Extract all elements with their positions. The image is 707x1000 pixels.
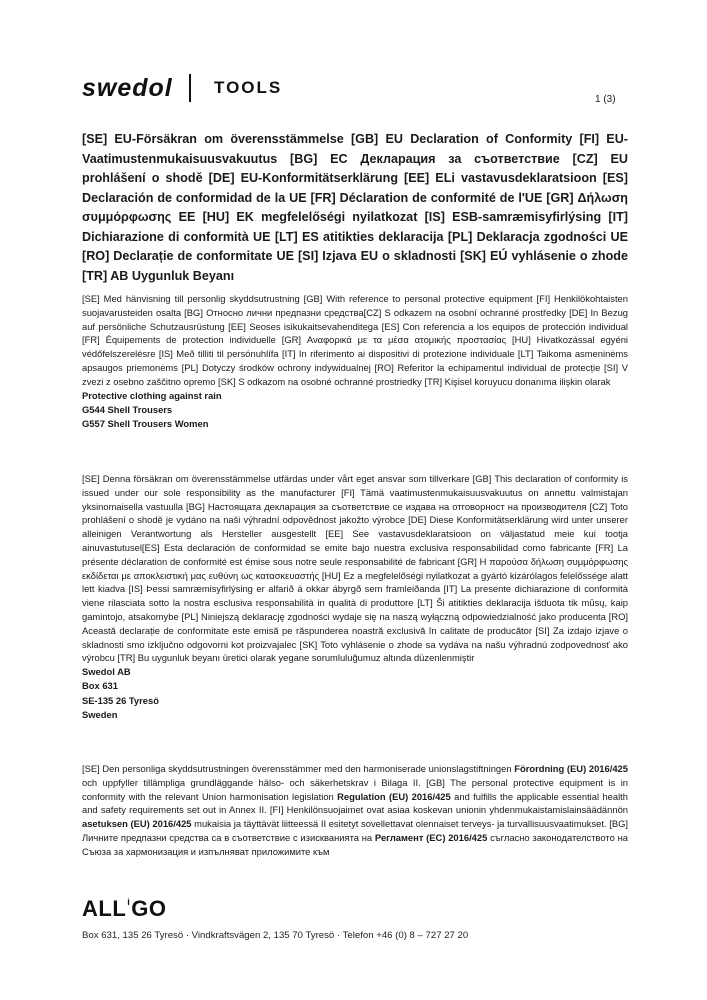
regulation-reference: Регламент (ЕС) 2016/425 bbox=[374, 831, 488, 843]
regulation-reference: Regulation (EU) 2016/425 bbox=[337, 790, 451, 802]
header-divider bbox=[189, 74, 191, 102]
manufacturer-address-line: SE-135 26 Tyresö bbox=[82, 694, 159, 706]
header-section-name: TOOLS bbox=[214, 78, 283, 97]
product-category: Protective clothing against rain bbox=[82, 389, 222, 401]
regulation-reference: Förordning (EU) 2016/425 bbox=[514, 763, 628, 774]
manufacturer-country: Sweden bbox=[82, 708, 118, 720]
product-item: G544 Shell Trousers bbox=[82, 403, 173, 415]
manufacturer-address-line: Box 631 bbox=[82, 680, 118, 692]
conformity-text: съгласно законодателството на Съюза за хармонизация и изпълняват приложимите към bbox=[82, 831, 628, 857]
conformity-text: mukaisia ja täyttävät liitteessä II esitetyt sovellettavat olennaiset terveys- ja turvallisuusvaatimukset. [BG] Личните предпазни средства са в съответствие с изискванията на bbox=[82, 818, 628, 843]
swedol-logo: swedol bbox=[82, 74, 173, 102]
conformity-text: [SE] Den personliga skyddsutrustningen överensstämmer med den harmoniserade unionslagstiftningen bbox=[82, 763, 515, 774]
ppe-reference-text: [SE] Med hänvisning till personlig skyddsutrustning [GB] With reference to personal protective equipment [FI] Henkilökohtaisten suojavarusteiden osalta [BG] Относно лични предпазни средства[CZ] S odkazem na osobní ochranné prostředky [DE] In Bezug auf persönliche Schutzausrüstung [EE] Seoses isikukaitsevahenditega [ES] Con referencia a los equipos de protección individual [FR] Équipements de protection individuelle [GR] Αναφορικά με τα μέσα ατομικής προστασίας [HU] Hivatkozással egyéni védőfelszerelésre [IS] Með tilliti til persónuhlífa [IT] In riferimento ai dispositivi di protezione individuale [LT] Taikoma asmeninėms apsaugos priemonėms [PL] Dotyczy środków ochrony indywidualnej [RO] Referitor la echipamentul individual de protecție [SI] V zvezi z osebno zaščitno opremo [SK] S odkazom na osobné ochranné prostriedky [TR] Kişisel koruyucu donanıma ilişkin olarak bbox=[82, 293, 628, 387]
alligo-logo: ALL$^i$GO bbox=[82, 896, 167, 921]
conformity-text: and fulfills the applicable essential health and safety requirements set out in Annex II. [FI] Henkilönsuojaimet ovat asiaa koskevan unionin yhdenmukaistamislainsäädännön bbox=[82, 790, 629, 816]
page-number: 1 (3) bbox=[595, 94, 616, 105]
manufacturer-name: Swedol AB bbox=[82, 666, 131, 678]
section-ppe-reference bbox=[82, 292, 628, 431]
responsibility-text: [SE] Denna försäkran om överensstämmelse utfärdas under vårt eget ansvar som tillverkare [GB] This declaration of conformity is issued under our sole responsibility as the manufacturer [FI] Tämä vaatimustenmukaisuusvakuutus on annettu valmistajan yksinomaisella vastuulla [BG] Настоящата декларация за съответствие се издава на отговорност на производителя [CZ] Toto prohlášení o shodě je vydáno na naši výhradní odpovědnost jakožto výrobce [DE] Diese Konformitätserklärung wird unter unserer alleinigen Verantwortung als Hersteller ausgestellt [EE] See vastavusdeklaratsioon on väljastatud meie kui tootja ainuvastutusel[ES] Esta declaración de conformidad se emite bajo nuestra exclusiva responsabilidad como fabricante [FR] La présente déclaration de conformité est émise sous notre seule responsabilité de fabricant [GR] Η παρούσα δήλωση συμμόρφωσης εκδίδεται με αποκλειστική μας ευθύνη ως κατασκευαστής [HU] Ez a megfelelőségi nyilatkozat a gyártó kizárólagos felelőssége alatt lett kiadva [IS] Þessi samræmisyfirlýsing er alfarið á okkar ábyrgð sem framleiðanda [IT] La presente dichiarazione di conformità viene rilasciata sotto la nostra esclusiva responsabilità in qualità di produttore [LT] Ši atitikties deklaracija išduota tik mūsų, kaip gamintojo, atsakomybe [PL] Niniejszą deklarację zgodności wydaje się na naszą wyłączną odpowiedzialność jako producenta [RO] Această declarație de conformitate este emisă pe răspunderea noastră exclusivă în calitate de producător [SI] Za izdajo izjave o skladnosti smo izključno odgovorni kot proizvajalec [SK] Toto vyhlásenie o zhode sa vydáva na našu výhradnú zodpovednosť ako výrobcu [TR] Bu uygunluk beyanı üretici olarak yegane sorumluluğumuz altında düzenlenmiştir bbox=[82, 473, 628, 664]
regulation-reference: asetuksen (EU) 2016/425 bbox=[82, 818, 192, 830]
conformity-text: och uppfyller tillämpliga grundläggande hälso- och säkerhetskrav i Bilaga II. [GB] The personal protective equipment is in conformity with the relevant Union harmonisation legislation bbox=[82, 776, 628, 802]
footer-address: Box 631, 135 26 Tyresö · Vindkraftsvägen 2, 135 70 Tyresö · Telefon +46 (0) 8 – 727 27 20 bbox=[82, 930, 469, 941]
product-item: G557 Shell Trousers Women bbox=[82, 417, 209, 429]
document-title: [SE] EU-Försäkran om överensstämmelse [GB] EU Declaration of Conformity [FI] EU-Vaatimustenmukaisuusvakuutus [BG] ЕС Декларация за съответствие [CZ] EU prohlášení o shodě [DE] EU-Konformitätserklärung [EE] ELi vastavusdeklaratsioon [ES] Declaración de conformidad de la UE [FR] Déclaration de conformité de l'UE [GR] Δήλωση συμμόρφωσης ΕΕ [HU] EK megfelelőségi nyilatkozat [IS] ESB-samræmisyfirlýsing [IT] Dichiarazione di conformità UE [LT] ES atitikties deklaracija [PL] Deklaracja zgodności UE [RO] Declarație de conformitate UE [SI] Izjava EU o skladnosti [SK] EÚ vyhlásenie o zhode [TR] AB Uygunluk Beyanı bbox=[82, 132, 628, 283]
section-conformity-statement bbox=[82, 762, 628, 859]
section-manufacturer-responsibility bbox=[82, 472, 628, 722]
page-header bbox=[82, 72, 622, 112]
